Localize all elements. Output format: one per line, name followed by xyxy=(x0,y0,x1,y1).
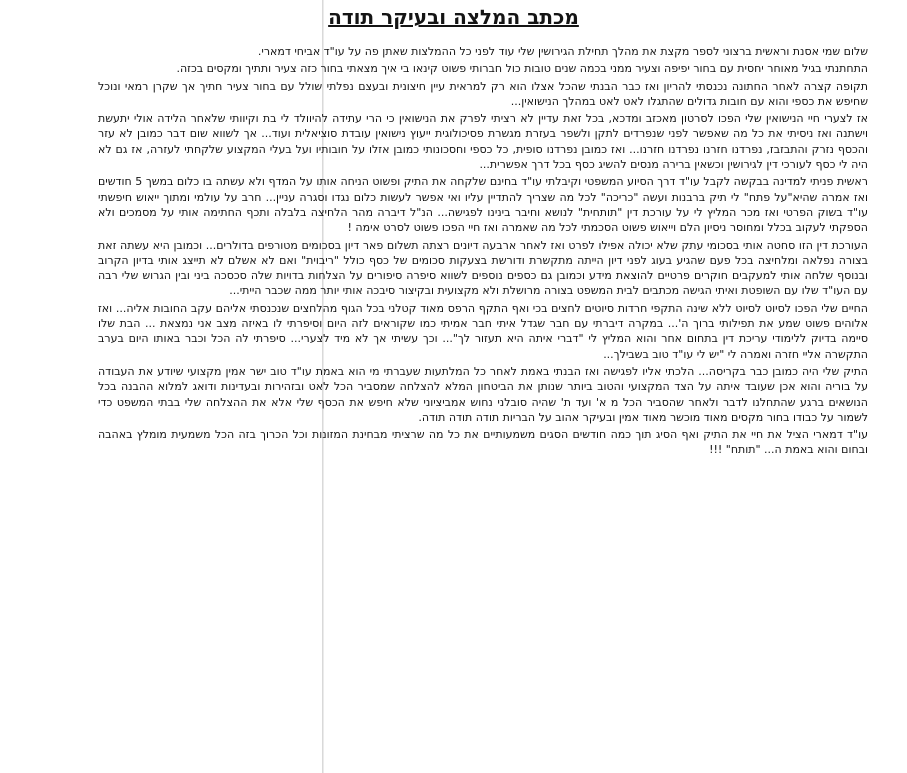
paragraph-2: התחתנתי בגיל מאוחר יחסית עם בחור יפיפה וצעיר ממני בכמה שנים טובות כול חברותי פשוט קינאו בי איך מצאתי בחור כזה צעיר ותתיך ומקסים בכזה. xyxy=(176,62,868,76)
paragraph-5: ראשית פניתי למדינה בבקשה לקבל עו"ד דרך הסיוע המשפטי וקיבלתי עו"ד בחינם שלקחה את התיק ופשוט הניחה אותו על המדף ולא עשתה בו כלום במשך 5 חודשים ואז אמרה שהיא"על פתח" לי תיק ברבנות ועשה "כריכה" לכל מה שצריך להתדיין עליו ואי אפשר לעשות כלום נגדו וסגרה עניין... חרב על עולמי ומתוך ייאוש חיפשתי עו"ד בשוק הפרטי ואז מכר המליץ לי על עורכת דין "תותחית" לנושא וחיבר בינינו לפגישה... הנ"ל דיברה מהר הלחיצה בלבלה ותכף החתימה אותי על מסמכים ולא הספקתי לעקוב בכלל ומחוסר ניסיון הלם וייאוש פשוט הסכמתי לכל מה שאמרה ואז חיי הפכו פשוט לסרט אימה ! xyxy=(98,175,868,235)
paragraph-6: העורכת דין הזו סחטה אותי בסכומי עתק שלא יכולה אפילו לפרט ואז לאחר ארבעה דיונים רצתה תשלום פאר דיון בסכומים מטורפים בדולרים... וכמובן היא עשתה זאת בצורה נפלאה ומלחיצה בכל פעם שהגיע בעוג לפני דיון הייתה מתקשרת ודורשת בצעקות סכומים של כסף כולל "ריבוית" ואם לא אשלם לא תייצג אותי בדיון הקרוב ובנוסף שלחה אותי למעקבים חוקרים פרטיים להוצאת מידע וכמובן גם כספים נוספים לשווא סיפרה סיפורים על הצלחות בדויות שלה סכסכה ביני ובין הגרוש שלי רבה עם העו"ד שלו עם השופטת ואיתי הגישה מכתבים לבית המשפט בצורה מרושלת ולא מקצועית ובקיצור סיבכה אותי יותר ממה שכבר הייתי... xyxy=(98,238,868,298)
page-title: מכתב המלצה ובעיקר תודה xyxy=(328,5,579,29)
letter-body xyxy=(98,44,868,458)
paragraph-1: שלום שמי אסנת וראשית ברצוני לספר מקצת את מהלך תחילת הגירושין שלי עוד לפני כל ההמלצות שאתן פה על עו"ד אביחי דמארי. xyxy=(257,45,868,58)
paragraph-3: תקופה קצרה לאחר החתונה נכנסתי להריון ואז כבר הבנתי שהכל אצלו הוא רק למראית עיין חיצונית ובעצם נפלתי שולל עם בחור צעיר חתיך אך שקרן רמאי ונוכל שחיפש את כספי והוא עם חובות גדולים שהתגלו לאט לאט במהלך הנישואין... xyxy=(98,79,868,108)
paragraph-8: התיק שלי היה כמובן כבר בקריסה... הלכתי אליו לפגישה ואז הבנתי באמת לאחר כל המלתעות שעברתי מי הוא באמת עו"ד טוב ישר אמין מקצועי שיודע את העבודה על בוריה והוא אכן שעובד איתה על הצד המקצועי והטוב ביותר שנותן את הביטחון המלא להצלחה שמסביר הכל לאט ובזהירות ובעדינות ודואג למלוא ההבנה בכל הנושאים ברגע שהתחלנו לדבר ולאחר שהסביר הכל מ א' ועד ת' שהיה סובלני נחוש אמביציוני שלא חיפש את הכסף שלי אלא את ההצלחה שלי בבתי המשפט כדי לשמור על כבודו בחור מקסים מאוד מוכשר מאוד אמין ובעיקר אהוב על הבריות תודה תודה תודה. xyxy=(98,364,868,424)
paragraph-4: אז לצערי חיי הנישואין שלי הפכו לסרטון מאכזב ומדכא, בכל זאת עדיין לא רציתי לפרק את הנישואין כי הרי עתידה להיוולד לי בת וקיוותי שלאחר הלידה אולי יתעשת וישתנה ואז ניסיתי את כל מה שאפשר לפני שנפרדים לתקן ולשפר בעזרת מגשרת פסיכולוגית ייעוץ נישואין עובדת סוציאלית ועוד... אך לשווא שום דבר כמובן לא עזר והכסף נזרק והתבזבז, נפרדנו חזרנו נפרדנו חזרנו... ואז כמובן נפרדנו סופית, כל כספי וחסכונותי כמובן אזלו על חובותיו ועל בעלי המקצוע שלקחתי לעזרה, אז גם לא היה לי כסף לעורכי דין לגירושין וכשאין ברירה מנסים להשיג כסף בכל דרך אפשרית... xyxy=(98,112,868,172)
paragraph-7: החיים שלי הפכו לסיוט לסיוט ללא שינה התקפי חרדות סיוטים לחצים בכי ואף התקף הרפס מאוד קטלני בכל הגוף מהלחצים שנכנסתי אליהם עקב החובות אליה... ואז אלוהים פשוט שמע את תפילותי ברוך ה'... במקרה דיברתי עם חבר שגדל איתי חבר אמיתי כמו שקוראים לזה היום וסיפרתי לו באיזה מצב אני נמצאת ... הבת שלו סיימה בדיוק ללימודי עריכת דין בתחום אחר והוא המליץ לי "דברי איתה היא תעזור לך"... וכך עשיתי אך לא מיד לצערי... סיפרתי לה הכל וכבר באותו היום בערב התקשרה אליי חזרה ואמרה לי "יש לי עו"ד טוב בשבילך... xyxy=(98,301,868,361)
paragraph-9: עו"ד דמארי הציל את חיי את התיק ואף הסיג תוך כמה חודשים הסגים משמעותיים את כל מה שרציתי מבחינת המזונות וכל הכרוך בזה הכל משמעית מומלץ באהבה ובחום והוא באמת ה... "תותח" !!! xyxy=(98,428,868,457)
